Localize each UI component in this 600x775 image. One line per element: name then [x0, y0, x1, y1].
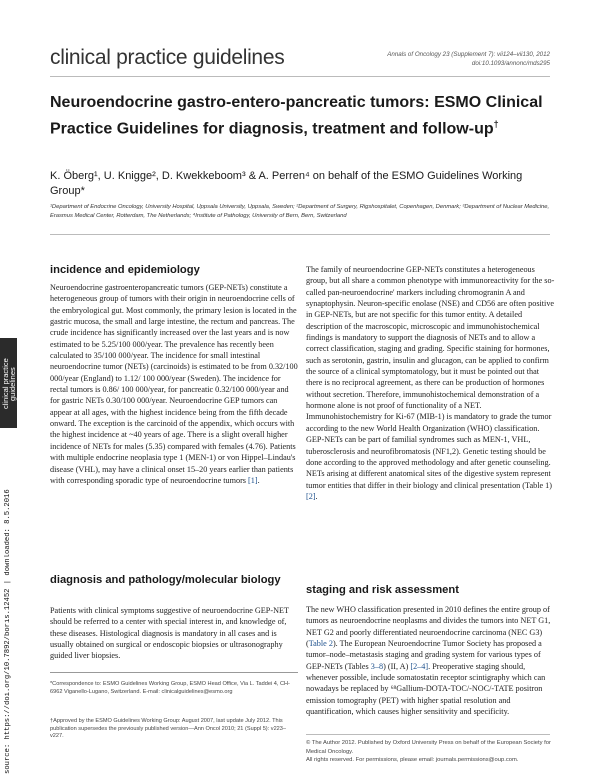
- correspondence-footnote: *Correspondence to: ESMO Guidelines Working Group, ESMO Head Office, Via L. Taddei 4, CH-6962 Viganello-Lugano, Switzerland. E-mail: clinicalguidelines@esmo.org: [50, 681, 290, 695]
- copyright-line-2: All rights reserved. For permissions, please email: journals.permissions@oup.com.: [306, 757, 519, 763]
- right-column-ref-link[interactable]: [2]: [306, 491, 316, 501]
- affiliations-divider: [50, 234, 550, 235]
- tables-3-8-link[interactable]: 3–8: [370, 661, 384, 671]
- right-column-paragraph: [306, 264, 556, 502]
- table2-link[interactable]: Table 2: [308, 639, 333, 649]
- journal-meta: [387, 50, 550, 68]
- side-tab-label: clinical practice guidelines: [1, 358, 17, 410]
- heading-diagnosis: diagnosis and pathology/molecular biology: [50, 574, 281, 586]
- footnote-divider: [50, 672, 298, 673]
- heading-incidence: incidence and epidemiology: [50, 264, 200, 276]
- copyright-line-1: © The Author 2012. Published by Oxford University Press on behalf of the European Society for Medical Oncology.: [306, 740, 551, 755]
- article-title-text: Neuroendocrine gastro-entero-pancreatic tumors: ESMO Clinical Practice Guidelines for diagnosis, treatment and follow-up: [50, 94, 543, 137]
- incidence-paragraph: [50, 282, 298, 486]
- right-column-text: The family of neuroendocrine GEP-NETs constitutes a heterogeneous group, but all share a common phenotype with immunoreactivity for the so-called pan-neuroendocrine' markers including chromogranin A and synaptophysin. Neuron-specific enolase (NSE) and CD56 are often positive in GEP-NETs, but are not specific for this tumor entity. A detailed description of the macroscopic, microscopic and immunohistochemical findings is mandatory to support the diagnosis of NETs and to allow a correct classification, staging and grading. Specific staining for hormones, such as serotonin, gastrin, insulin and glucagon, can be applied to confirm the source of a clinical symptomatology, but it must be pointed out that there is no reciprocal agreement, as there can be production of hormones without secretion. Therefore, immunohistochemical demonstration of a hormone alone is not proof of functionality of a NET. Immunohistochemistry for Ki-67 (MIB-1) is mandatory to grade the tumor according to the new World Health Organization (WHO) classification. GEP-NETs can be part of familial syndromes such as MEN-1, VHL, tuberosclerosis and neurofibromatosis (NF1,2). Genetic testing should be done according to the approved methodology and after genetic counseling. NETs arising at different anatomical sites of the digestive system represent tumor entities that differ in their biology and clinical presentation (Table 1): [306, 265, 555, 490]
- title-footnote-mark: †: [493, 118, 499, 129]
- section-title: clinical practice guidelines: [50, 46, 285, 69]
- incidence-ref-link[interactable]: [1]: [248, 475, 258, 485]
- doi-text[interactable]: doi:10.1093/annonc/mds295: [471, 60, 550, 67]
- article-title: [50, 93, 560, 139]
- incidence-text: Neuroendocrine gastroenteropancreatic tumors (GEP-NETs) constitute a heterogeneous group of tumors with their origin in neuroendocrine cells of the embryological gut. Most commonly, the primary lesion is located in the gastric mucosa, the small and large intestine, the rectum and pancreas. The crude incidence has significantly increased over the last years and is now estimated to be 5.25/100 000/year. The prevalence has recently been calculated to 35/100 000/year. The incidence for small intestinal neuroendocrine tumor (NETs) (carcinoids) is estimated to be from 0.32/100 000/year (England) to 1.12/ 100 000/year (Sweden). The incidence for rectal tumors is 0.86/ 100 000/year, for pancreatic 0.32/100 000/year and for gastric NETs 0.30/100 000/year. Neuroendocrine GEP tumors can appear at all ages, with the highest incidence being from the fifth decade onward. The exception is the carcinoid of the appendix, which occurs with the highest incidence at ~40 years of age. There is a slight overall higher incidence of NETs for males (5.35) compared with females (4.76). Patients with multiple endocrine neoplasia type 1 (MEN-1) or von Hippel–Lindau's disease (VHL), may have a clinical onset 15–20 years earlier than patients with corresponding sporadic type of neuroendocrine tumors: [50, 283, 298, 485]
- diagnosis-paragraph: Patients with clinical symptoms suggestive of neuroendocrine GEP-NET should be referred to a center with special interest in, and knowledge of, these diseases. Histological diagnosis is mandatory in all cases and is usually obtained on surgical or endoscopic biopsies or ultrasonography guided liver biopsies.: [50, 606, 289, 661]
- refs-2-4-link[interactable]: [2–4]: [410, 661, 429, 671]
- copyright-divider: [306, 734, 550, 735]
- approval-footnote: †Approved by the ESMO Guidelines Working Group: August 2007, last update July 2012. This publication supersedes the previously published version—Ann Oncol 2010; 21 (Suppl 5): v223–v227.: [50, 718, 287, 740]
- author-list: K. Öberg¹, U. Knigge², D. Kwekkeboom³ & A. Perren⁴ on behalf of the ESMO Guidelines Working Group*: [50, 170, 523, 197]
- copyright-notice: [306, 739, 556, 765]
- staging-text-c: ) (II, A): [383, 661, 411, 671]
- staging-text-a: The new WHO classification presented in 2010 defines the entire group of tumors as neuroendocrine neoplasms and divides the tumors into NET G1, NET G2 and poorly differentiated neuroendocrine carcinoma (NEC G3) (: [306, 605, 551, 649]
- staging-text-b: ). The European Neuroendocrine Tumor Society has proposed a tumor–node–metastasis staging and grading system for various types of GEP-NETs (Tables: [306, 639, 542, 671]
- right-column-end: .: [315, 491, 318, 501]
- incidence-end: .: [257, 475, 260, 485]
- source-download-stamp[interactable]: source: https://doi.org/10.7892/boris.12452 | downloaded: 8.5.2016: [4, 489, 12, 774]
- journal-citation: Annals of Oncology 23 (Supplement 7): vii124–vii130, 2012: [387, 51, 550, 58]
- header-divider: [50, 76, 550, 77]
- staging-paragraph: [306, 604, 556, 717]
- affiliations: ¹Department of Endocrine Oncology, University Hospital, Uppsala University, Uppsala, Sweden; ²Department of Surgery, Rigshospitalet, Copenhagen, Denmark; ³Department of Nuclear Medicine, Erasmus Medical Center, Rotterdam, The Netherlands; ⁴Institute of Pathology, University of Bern, Bern, Switzerland: [50, 204, 550, 219]
- heading-staging: staging and risk assessment: [306, 584, 459, 596]
- staging-text-d: . Preoperative staging should, whenever possible, include somatostatin receptor scintigraphy which can nowadays be replaced by ⁶⁸Gallium-DOTA-TOC/-NOC/-TATE positron emission tomography (PET) with higher spatial resolution and quantification, which causes higher sensitivity and specificity.: [306, 661, 546, 717]
